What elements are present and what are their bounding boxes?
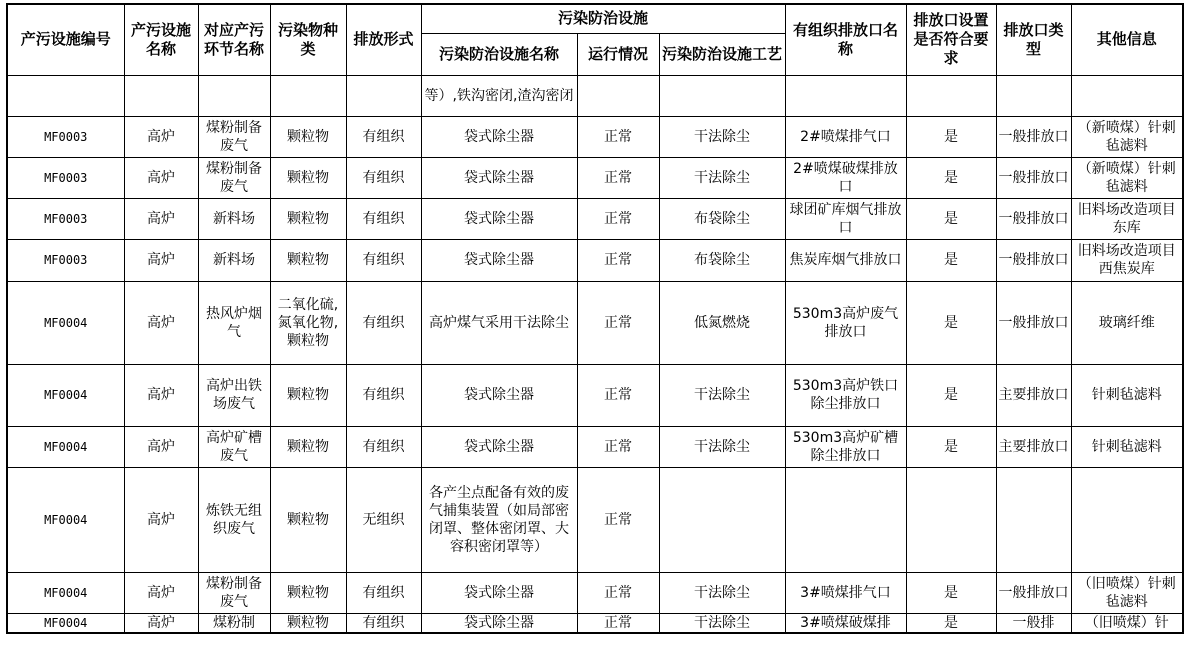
- cell-outlet-name: 3#喷煤破煤排: [785, 613, 906, 633]
- cell-pollutant: 颗粒物: [270, 572, 346, 613]
- table-row: [7, 613, 1183, 633]
- cell-facility-name: 高炉: [124, 467, 198, 572]
- cell-operation: 正常: [577, 613, 659, 633]
- cell-other: （旧喷煤）针: [1071, 613, 1183, 633]
- cell-control-process: 干法除尘: [659, 116, 785, 157]
- cell-outlet-type: 主要排放口: [996, 426, 1071, 467]
- cell-process-name: 高炉矿槽废气: [198, 426, 270, 467]
- pollution-facility-table: [6, 3, 1184, 634]
- cell-facility-code: MF0004: [7, 426, 124, 467]
- cell-outlet-type: 一般排放口: [996, 239, 1071, 281]
- cell-pollutant: [270, 75, 346, 116]
- cell-operation: 正常: [577, 157, 659, 198]
- cell-outlet-name: [785, 467, 906, 572]
- cell-operation: 正常: [577, 467, 659, 572]
- cell-facility-code: MF0003: [7, 198, 124, 239]
- cell-facility-name: 高炉: [124, 426, 198, 467]
- cell-facility-code: [7, 75, 124, 116]
- cell-outlet-name: 焦炭库烟气排放口: [785, 239, 906, 281]
- cell-process-name: 煤粉制备废气: [198, 116, 270, 157]
- cell-pollutant: 颗粒物: [270, 157, 346, 198]
- cell-outlet-name: 3#喷煤排气口: [785, 572, 906, 613]
- cell-discharge-form: 有组织: [346, 281, 421, 364]
- cell-control-name: 各产尘点配备有效的废气捕集装置（如局部密闭罩、整体密闭罩、大容积密闭罩等）: [421, 467, 577, 572]
- cell-control-name: 等）,铁沟密闭,渣沟密闭: [421, 75, 577, 116]
- cell-facility-code: MF0003: [7, 116, 124, 157]
- cell-outlet-type: 一般排放口: [996, 116, 1071, 157]
- cell-operation: 正常: [577, 364, 659, 426]
- cell-pollutant: 颗粒物: [270, 239, 346, 281]
- cell-other: 针刺毡滤料: [1071, 364, 1183, 426]
- cell-discharge-form: [346, 75, 421, 116]
- cell-outlet-compliant: 是: [906, 198, 996, 239]
- cell-other: 旧料场改造项目西焦炭库: [1071, 239, 1183, 281]
- cell-control-name: 高炉煤气采用干法除尘: [421, 281, 577, 364]
- cell-control-process: 干法除尘: [659, 364, 785, 426]
- cell-process-name: 煤粉制备废气: [198, 572, 270, 613]
- cell-facility-code: MF0004: [7, 613, 124, 633]
- cell-control-process: [659, 75, 785, 116]
- cell-control-name: 袋式除尘器: [421, 157, 577, 198]
- table-row: [7, 426, 1183, 467]
- cell-control-process: 布袋除尘: [659, 239, 785, 281]
- cell-process-name: 新料场: [198, 198, 270, 239]
- cell-outlet-type: [996, 467, 1071, 572]
- header-control-process: 污染防治设施工艺: [659, 33, 785, 75]
- header-facility-name: 产污设施名称: [124, 4, 198, 75]
- cell-outlet-type: 一般排放口: [996, 572, 1071, 613]
- cell-control-name: 袋式除尘器: [421, 198, 577, 239]
- cell-facility-code: MF0003: [7, 157, 124, 198]
- cell-outlet-type: 一般排放口: [996, 281, 1071, 364]
- cell-outlet-compliant: 是: [906, 157, 996, 198]
- pollution-facility-table-sheet: [6, 3, 1184, 634]
- cell-outlet-compliant: 是: [906, 239, 996, 281]
- cell-discharge-form: 无组织: [346, 467, 421, 572]
- cell-outlet-compliant: 是: [906, 572, 996, 613]
- table-row: [7, 198, 1183, 239]
- cell-operation: 正常: [577, 426, 659, 467]
- cell-pollutant: 颗粒物: [270, 116, 346, 157]
- cell-facility-code: MF0004: [7, 364, 124, 426]
- cell-control-process: 干法除尘: [659, 572, 785, 613]
- cell-pollutant: 颗粒物: [270, 613, 346, 633]
- cell-outlet-compliant: 是: [906, 281, 996, 364]
- cell-discharge-form: 有组织: [346, 157, 421, 198]
- cell-operation: 正常: [577, 239, 659, 281]
- cell-control-name: 袋式除尘器: [421, 572, 577, 613]
- table-row: [7, 75, 1183, 116]
- cell-control-process: 干法除尘: [659, 157, 785, 198]
- cell-operation: 正常: [577, 281, 659, 364]
- cell-pollutant: 颗粒物: [270, 426, 346, 467]
- cell-outlet-compliant: 是: [906, 364, 996, 426]
- cell-control-process: 低氮燃烧: [659, 281, 785, 364]
- table-row: [7, 239, 1183, 281]
- cell-control-name: 袋式除尘器: [421, 426, 577, 467]
- cell-other: [1071, 467, 1183, 572]
- cell-pollutant: 二氧化硫,氮氧化物,颗粒物: [270, 281, 346, 364]
- header-discharge-form: 排放形式: [346, 4, 421, 75]
- cell-control-process: 干法除尘: [659, 426, 785, 467]
- cell-control-name: 袋式除尘器: [421, 116, 577, 157]
- cell-outlet-name: 530m3高炉矿槽除尘排放口: [785, 426, 906, 467]
- cell-facility-name: 高炉: [124, 157, 198, 198]
- cell-facility-code: MF0004: [7, 467, 124, 572]
- cell-facility-code: MF0003: [7, 239, 124, 281]
- cell-discharge-form: 有组织: [346, 572, 421, 613]
- header-facility-code: 产污设施编号: [7, 4, 124, 75]
- cell-facility-code: MF0004: [7, 281, 124, 364]
- cell-facility-name: 高炉: [124, 239, 198, 281]
- cell-pollutant: 颗粒物: [270, 467, 346, 572]
- header-operation: 运行情况: [577, 33, 659, 75]
- cell-other: 旧料场改造项目东库: [1071, 198, 1183, 239]
- header-pollutant: 污染物种类: [270, 4, 346, 75]
- cell-control-process: 干法除尘: [659, 613, 785, 633]
- cell-process-name: [198, 75, 270, 116]
- cell-pollutant: 颗粒物: [270, 198, 346, 239]
- cell-outlet-type: 一般排放口: [996, 157, 1071, 198]
- cell-discharge-form: 有组织: [346, 613, 421, 633]
- cell-other: （新喷煤）针刺毡滤料: [1071, 157, 1183, 198]
- cell-outlet-compliant: 是: [906, 613, 996, 633]
- cell-outlet-name: 2#喷煤排气口: [785, 116, 906, 157]
- cell-operation: 正常: [577, 572, 659, 613]
- cell-outlet-type: 一般排放口: [996, 198, 1071, 239]
- table-row: [7, 116, 1183, 157]
- cell-process-name: 炼铁无组织废气: [198, 467, 270, 572]
- cell-operation: [577, 75, 659, 116]
- cell-facility-code: MF0004: [7, 572, 124, 613]
- cell-process-name: 煤粉制: [198, 613, 270, 633]
- table-row: [7, 467, 1183, 572]
- cell-control-name: 袋式除尘器: [421, 613, 577, 633]
- header-process-name: 对应产污环节名称: [198, 4, 270, 75]
- cell-other: （新喷煤）针刺毡滤料: [1071, 116, 1183, 157]
- cell-outlet-type: [996, 75, 1071, 116]
- cell-outlet-compliant: 是: [906, 426, 996, 467]
- table-row: [7, 364, 1183, 426]
- cell-facility-name: [124, 75, 198, 116]
- cell-pollutant: 颗粒物: [270, 364, 346, 426]
- header-outlet-compliant: 排放口设置是否符合要求: [906, 4, 996, 75]
- header-outlet-name: 有组织排放口名称: [785, 4, 906, 75]
- cell-outlet-type: 一般排: [996, 613, 1071, 633]
- cell-discharge-form: 有组织: [346, 198, 421, 239]
- cell-discharge-form: 有组织: [346, 364, 421, 426]
- cell-outlet-name: 530m3高炉废气排放口: [785, 281, 906, 364]
- cell-outlet-name: 2#喷煤破煤排放口: [785, 157, 906, 198]
- table-row: [7, 281, 1183, 364]
- table-body: [7, 75, 1183, 633]
- cell-outlet-compliant: [906, 467, 996, 572]
- table-row: [7, 572, 1183, 613]
- cell-outlet-compliant: 是: [906, 116, 996, 157]
- cell-facility-name: 高炉: [124, 572, 198, 613]
- cell-process-name: 高炉出铁场废气: [198, 364, 270, 426]
- cell-outlet-compliant: [906, 75, 996, 116]
- cell-other: 玻璃纤维: [1071, 281, 1183, 364]
- cell-control-name: 袋式除尘器: [421, 239, 577, 281]
- cell-control-process: [659, 467, 785, 572]
- cell-facility-name: 高炉: [124, 364, 198, 426]
- cell-outlet-type: 主要排放口: [996, 364, 1071, 426]
- cell-facility-name: 高炉: [124, 281, 198, 364]
- header-control-name: 污染防治设施名称: [421, 33, 577, 75]
- cell-process-name: 煤粉制备废气: [198, 157, 270, 198]
- cell-outlet-name: 球团矿库烟气排放口: [785, 198, 906, 239]
- cell-process-name: 新料场: [198, 239, 270, 281]
- cell-other: （旧喷煤）针刺毡滤料: [1071, 572, 1183, 613]
- header-other: 其他信息: [1071, 4, 1183, 75]
- cell-outlet-name: 530m3高炉铁口除尘排放口: [785, 364, 906, 426]
- cell-facility-name: 高炉: [124, 198, 198, 239]
- cell-outlet-name: [785, 75, 906, 116]
- cell-operation: 正常: [577, 116, 659, 157]
- header-outlet-type: 排放口类型: [996, 4, 1071, 75]
- cell-discharge-form: 有组织: [346, 426, 421, 467]
- table-header: [7, 4, 1183, 75]
- cell-control-name: 袋式除尘器: [421, 364, 577, 426]
- cell-other: 针刺毡滤料: [1071, 426, 1183, 467]
- cell-operation: 正常: [577, 198, 659, 239]
- cell-other: [1071, 75, 1183, 116]
- cell-facility-name: 高炉: [124, 116, 198, 157]
- table-row: [7, 157, 1183, 198]
- cell-facility-name: 高炉: [124, 613, 198, 633]
- cell-discharge-form: 有组织: [346, 239, 421, 281]
- cell-process-name: 热风炉烟气: [198, 281, 270, 364]
- cell-control-process: 布袋除尘: [659, 198, 785, 239]
- cell-discharge-form: 有组织: [346, 116, 421, 157]
- header-control-group: 污染防治设施: [421, 4, 785, 33]
